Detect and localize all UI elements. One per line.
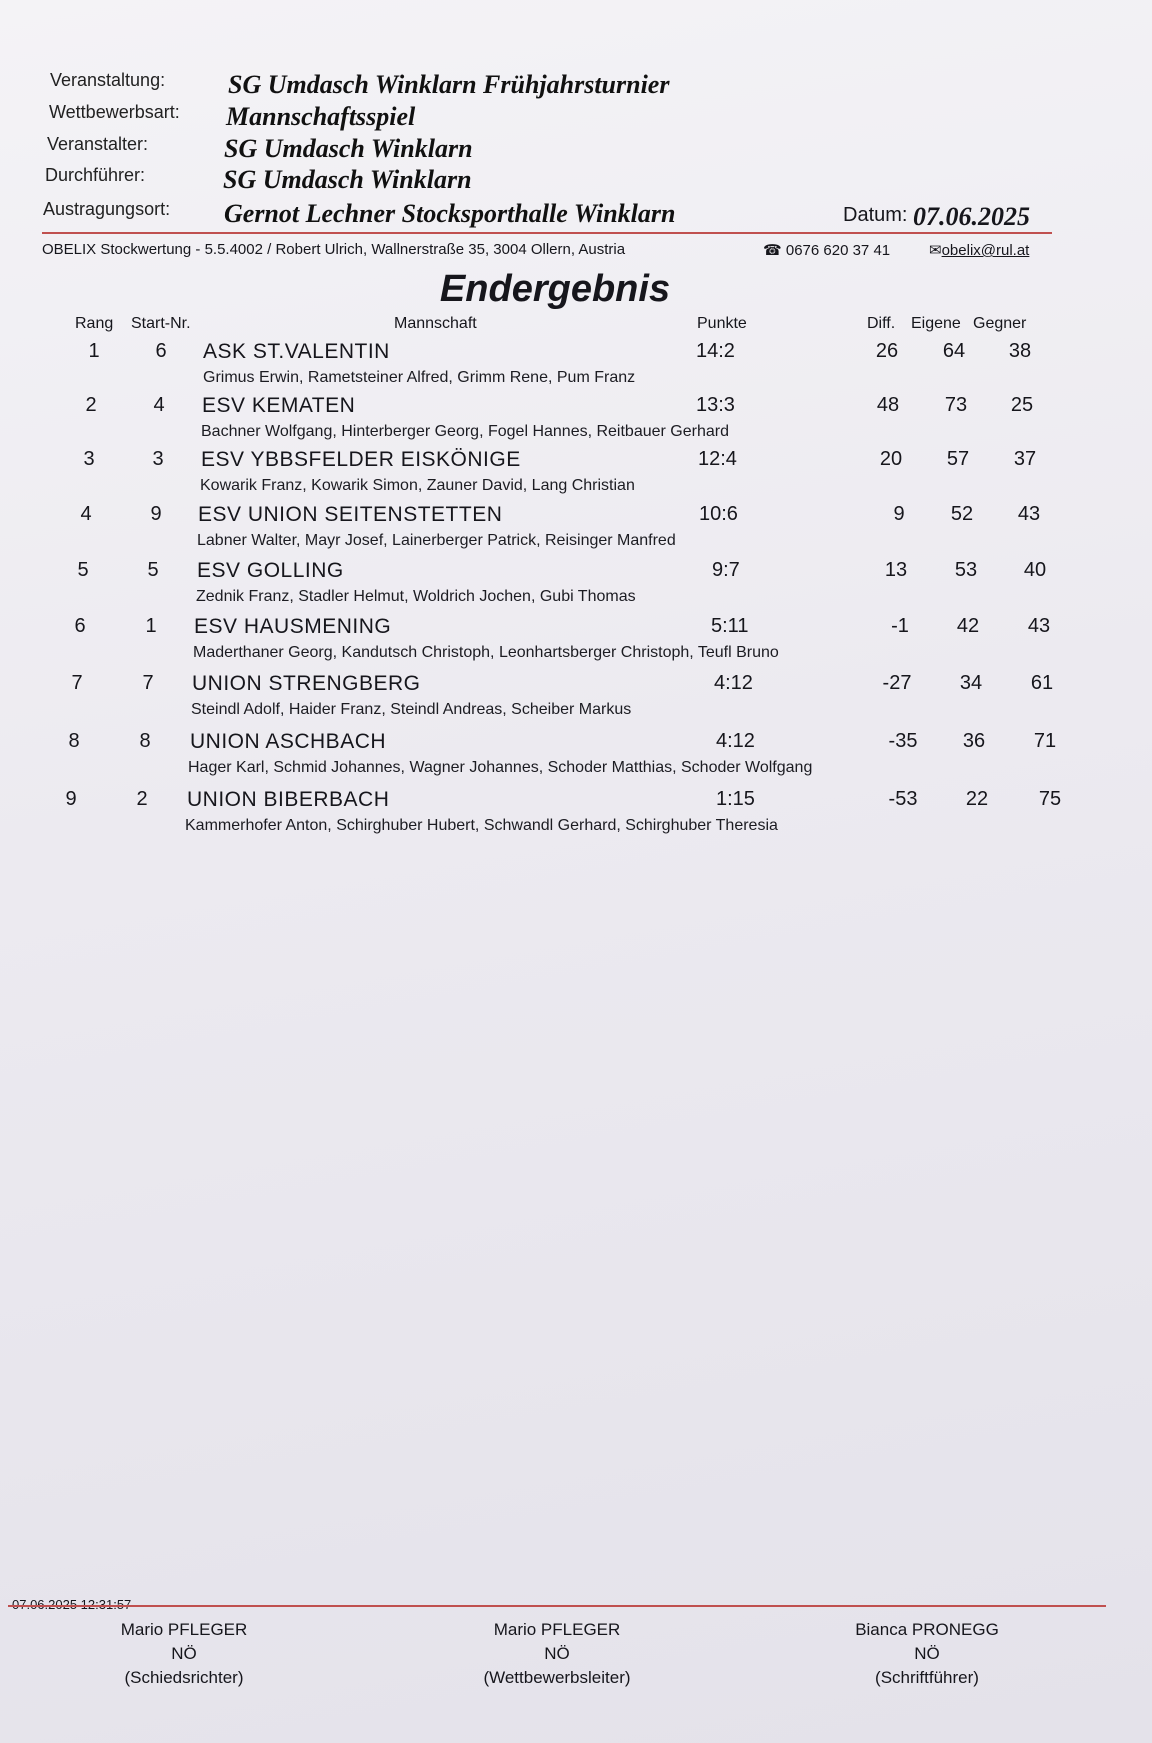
diff-cell: -35 (888, 730, 918, 752)
table-row (0, 503, 1152, 559)
phone-icon: ☎ (763, 242, 782, 259)
own-score-cell: 36 (962, 730, 986, 752)
col-header-diff: Diff. (867, 315, 896, 332)
start-number-cell: 2 (136, 788, 148, 810)
opponent-score-cell: 71 (1033, 730, 1057, 752)
opponent-score-cell: 43 (1027, 615, 1051, 637)
points-cell: 5:11 (711, 615, 749, 637)
start-number-cell: 8 (139, 730, 151, 752)
rank-cell: 5 (77, 559, 89, 581)
rank-cell: 1 (88, 340, 100, 362)
signature-region: NÖ (914, 1644, 940, 1663)
table-row (0, 448, 1152, 504)
signature-role: (Wettbewerbsleiter) (483, 1668, 631, 1687)
signature-name: Mario PFLEGER (120, 1620, 248, 1639)
opponent-score-cell: 38 (1008, 340, 1032, 362)
col-header-rang: Rang (75, 315, 114, 332)
meta-value-veranstaltung: SG Umdasch Winklarn Frühjahrsturnier (228, 70, 670, 99)
rank-cell: 2 (85, 394, 97, 416)
opponent-score-cell: 75 (1038, 788, 1062, 810)
team-name-cell: UNION BIBERBACH (187, 788, 390, 811)
meta-label-durchfuehrer: Durchführer: (45, 165, 146, 185)
own-score-cell: 57 (946, 448, 970, 470)
points-cell: 14:2 (696, 340, 735, 362)
rank-cell: 6 (74, 615, 86, 637)
diff-cell: 48 (876, 394, 900, 416)
email-contact[interactable] (929, 241, 1029, 259)
players-list: Kammerhofer Anton, Schirghuber Hubert, Schwandl Gerhard, Schirghuber Theresia (185, 817, 778, 834)
col-header-eigene: Eigene (911, 315, 961, 332)
signature-role: (Schiedsrichter) (124, 1668, 244, 1687)
date-label: Datum: (843, 204, 908, 226)
table-row (0, 672, 1152, 728)
players-list: Hager Karl, Schmid Johannes, Wagner Johannes, Schoder Matthias, Schoder Wolfgang (188, 759, 813, 776)
own-score-cell: 42 (956, 615, 980, 637)
table-row (0, 394, 1152, 450)
own-score-cell: 22 (965, 788, 989, 810)
points-cell: 9:7 (712, 559, 740, 581)
team-name-cell: ESV UNION SEITENSTETTEN (198, 503, 503, 526)
diff-cell: -27 (882, 672, 912, 694)
meta-label-wettbewerbsart: Wettbewerbsart: (49, 102, 180, 122)
players-list: Labner Walter, Mayr Josef, Lainerberger Patrick, Reisinger Manfred (197, 532, 676, 549)
header-rule (42, 232, 1052, 234)
diff-cell: 13 (884, 559, 908, 581)
points-cell: 4:12 (714, 672, 753, 694)
opponent-score-cell: 25 (1010, 394, 1034, 416)
diff-cell: 20 (879, 448, 903, 470)
start-number-cell: 5 (147, 559, 159, 581)
signature-referee (54, 1618, 314, 1690)
team-name-cell: UNION STRENGBERG (192, 672, 421, 695)
team-name-cell: ASK ST.VALENTIN (203, 340, 390, 363)
start-number-cell: 9 (150, 503, 162, 525)
rank-cell: 9 (65, 788, 77, 810)
meta-value-wettbewerbsart: Mannschaftsspiel (226, 102, 416, 131)
signature-name: Bianca PRONEGG (855, 1620, 999, 1639)
points-cell: 1:15 (716, 788, 755, 810)
players-list: Grimus Erwin, Rametsteiner Alfred, Grimm Rene, Pum Franz (203, 369, 636, 386)
team-name-cell: ESV HAUSMENING (194, 615, 392, 638)
signature-name: Mario PFLEGER (493, 1620, 621, 1639)
players-list: Bachner Wolfgang, Hinterberger Georg, Fogel Hannes, Reitbauer Gerhard (201, 423, 729, 440)
signature-region: NÖ (171, 1644, 197, 1663)
own-score-cell: 53 (954, 559, 978, 581)
opponent-score-cell: 61 (1030, 672, 1054, 694)
meta-value-veranstalter: SG Umdasch Winklarn (224, 134, 473, 163)
table-row (0, 615, 1152, 671)
players-list: Kowarik Franz, Kowarik Simon, Zauner David, Lang Christian (200, 477, 635, 494)
col-header-start-nr: Start-Nr. (131, 315, 191, 332)
team-name-cell: ESV YBBSFELDER EISKÖNIGE (201, 448, 521, 471)
col-header-mannschaft: Mannschaft (394, 315, 477, 332)
table-row (0, 340, 1152, 396)
meta-label-veranstaltung: Veranstaltung: (50, 70, 166, 90)
start-number-cell: 6 (155, 340, 167, 362)
rank-cell: 3 (83, 448, 95, 470)
players-list: Zednik Franz, Stadler Helmut, Woldrich Jochen, Gubi Thomas (196, 588, 636, 605)
table-row (0, 730, 1152, 786)
meta-label-austragungsort: Austragungsort: (43, 199, 171, 219)
players-list: Maderthaner Georg, Kandutsch Christoph, Leonhartsberger Christoph, Teufl Bruno (193, 644, 779, 661)
start-number-cell: 7 (142, 672, 154, 694)
team-name-cell: ESV GOLLING (197, 559, 344, 582)
points-cell: 4:12 (716, 730, 755, 752)
signature-secretary (797, 1618, 1057, 1690)
col-header-punkte: Punkte (697, 315, 747, 332)
mail-icon: ✉ (929, 242, 942, 259)
phone-number: 0676 620 37 41 (785, 242, 891, 259)
phone-contact (763, 241, 890, 259)
software-info: OBELIX Stockwertung - 5.5.4002 / Robert Ulrich, Wallnerstraße 35, 3004 Ollern, Austria (42, 241, 626, 258)
start-number-cell: 1 (145, 615, 157, 637)
own-score-cell: 34 (959, 672, 983, 694)
footer-rule (8, 1605, 1106, 1607)
signature-region: NÖ (544, 1644, 570, 1663)
signature-role: (Schriftführer) (875, 1668, 979, 1687)
team-name-cell: ESV KEMATEN (202, 394, 356, 417)
rank-cell: 4 (80, 503, 92, 525)
diff-cell: 26 (875, 340, 899, 362)
opponent-score-cell: 43 (1017, 503, 1041, 525)
own-score-cell: 64 (942, 340, 966, 362)
table-row (0, 559, 1152, 615)
meta-value-austragungsort: Gernot Lechner Stocksporthalle Winklarn (224, 199, 676, 228)
points-cell: 10:6 (699, 503, 738, 525)
points-cell: 13:3 (696, 394, 735, 416)
diff-cell: 9 (893, 503, 905, 525)
team-name-cell: UNION ASCHBACH (190, 730, 387, 753)
diff-cell: -1 (891, 615, 909, 637)
points-cell: 12:4 (698, 448, 737, 470)
table-row (0, 788, 1152, 844)
opponent-score-cell: 40 (1023, 559, 1047, 581)
start-number-cell: 3 (152, 448, 164, 470)
meta-value-durchfuehrer: SG Umdasch Winklarn (223, 165, 472, 194)
meta-label-veranstalter: Veranstalter: (47, 134, 149, 154)
opponent-score-cell: 37 (1013, 448, 1037, 470)
rank-cell: 8 (68, 730, 80, 752)
col-header-gegner: Gegner (973, 315, 1027, 332)
own-score-cell: 73 (944, 394, 968, 416)
players-list: Steindl Adolf, Haider Franz, Steindl Andreas, Scheiber Markus (191, 701, 632, 718)
diff-cell: -53 (888, 788, 918, 810)
signature-competition-leader (427, 1618, 687, 1690)
start-number-cell: 4 (153, 394, 165, 416)
page-title: Endergebnis (439, 268, 671, 310)
date-value: 07.06.2025 (913, 202, 1030, 231)
rank-cell: 7 (71, 672, 83, 694)
email-link[interactable]: obelix@rul.at (941, 242, 1030, 259)
own-score-cell: 52 (950, 503, 974, 525)
